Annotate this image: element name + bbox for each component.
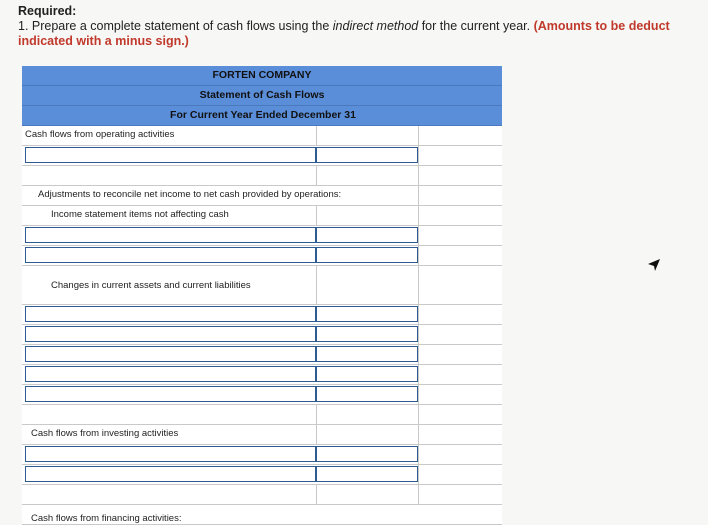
adjustment-label-input[interactable] xyxy=(25,247,316,263)
change-amount-input[interactable] xyxy=(316,326,418,342)
change-label-input[interactable] xyxy=(25,346,316,362)
financing-heading: Cash flows from financing activities: xyxy=(31,513,182,524)
minus-sign-note: (Amounts to be deduct xyxy=(533,19,670,33)
investing-amount-input[interactable] xyxy=(316,466,418,482)
cash-flow-statement xyxy=(22,66,502,524)
statement-title: Statement of Cash Flows xyxy=(22,86,502,106)
adjustments-heading: Adjustments to reconcile net income to net cash provided by operations: xyxy=(38,189,342,200)
table-row xyxy=(22,325,502,345)
changes-heading: Changes in current assets and current liabilities xyxy=(51,280,251,291)
financing-heading-row xyxy=(22,505,502,525)
instructions xyxy=(18,4,708,49)
table-row xyxy=(22,246,502,266)
operating-amount-input[interactable] xyxy=(316,147,418,163)
change-label-input[interactable] xyxy=(25,366,316,382)
required-label: Required: xyxy=(18,4,77,18)
adjustment-amount-input[interactable] xyxy=(316,227,418,243)
table-row xyxy=(22,465,502,485)
table-row xyxy=(22,405,502,425)
table-row xyxy=(22,485,502,505)
income-items-heading-row xyxy=(22,206,502,226)
change-label-input[interactable] xyxy=(25,326,316,342)
indirect-method-text: indirect method xyxy=(332,19,419,33)
adjustments-heading-row xyxy=(22,186,502,206)
investing-label-input[interactable] xyxy=(25,466,316,482)
change-amount-input[interactable] xyxy=(316,346,418,362)
table-row xyxy=(22,445,502,465)
operating-heading-row xyxy=(22,126,502,146)
change-amount-input[interactable] xyxy=(316,366,418,382)
change-label-input[interactable] xyxy=(25,386,316,402)
investing-amount-input[interactable] xyxy=(316,446,418,462)
mouse-cursor-icon xyxy=(647,258,661,272)
adjustment-label-input[interactable] xyxy=(25,227,316,243)
table-row xyxy=(22,146,502,166)
adjustment-amount-input[interactable] xyxy=(316,247,418,263)
minus-sign-note-continued: indicated with a minus sign.) xyxy=(18,34,189,48)
table-row xyxy=(22,365,502,385)
statement-period: For Current Year Ended December 31 xyxy=(22,106,502,126)
changes-heading-row xyxy=(22,266,502,305)
change-amount-input[interactable] xyxy=(316,386,418,402)
instruction-text: 1. Prepare a complete statement of cash flows using the xyxy=(18,19,333,33)
table-row xyxy=(22,166,502,186)
company-name: FORTEN COMPANY xyxy=(22,66,502,86)
table-row xyxy=(22,385,502,405)
instruction-line-1 xyxy=(18,19,708,34)
table-row xyxy=(22,226,502,246)
investing-label-input[interactable] xyxy=(25,446,316,462)
income-items-heading: Income statement items not affecting cash xyxy=(51,209,229,220)
table-row xyxy=(22,345,502,365)
operating-heading: Cash flows from operating activities xyxy=(25,129,175,140)
investing-heading-row xyxy=(22,425,502,445)
change-amount-input[interactable] xyxy=(316,306,418,322)
instruction-text-suffix: for the current year. xyxy=(418,19,534,33)
investing-heading: Cash flows from investing activities xyxy=(31,428,179,439)
change-label-input[interactable] xyxy=(25,306,316,322)
table-row xyxy=(22,305,502,325)
operating-label-input[interactable] xyxy=(25,147,316,163)
